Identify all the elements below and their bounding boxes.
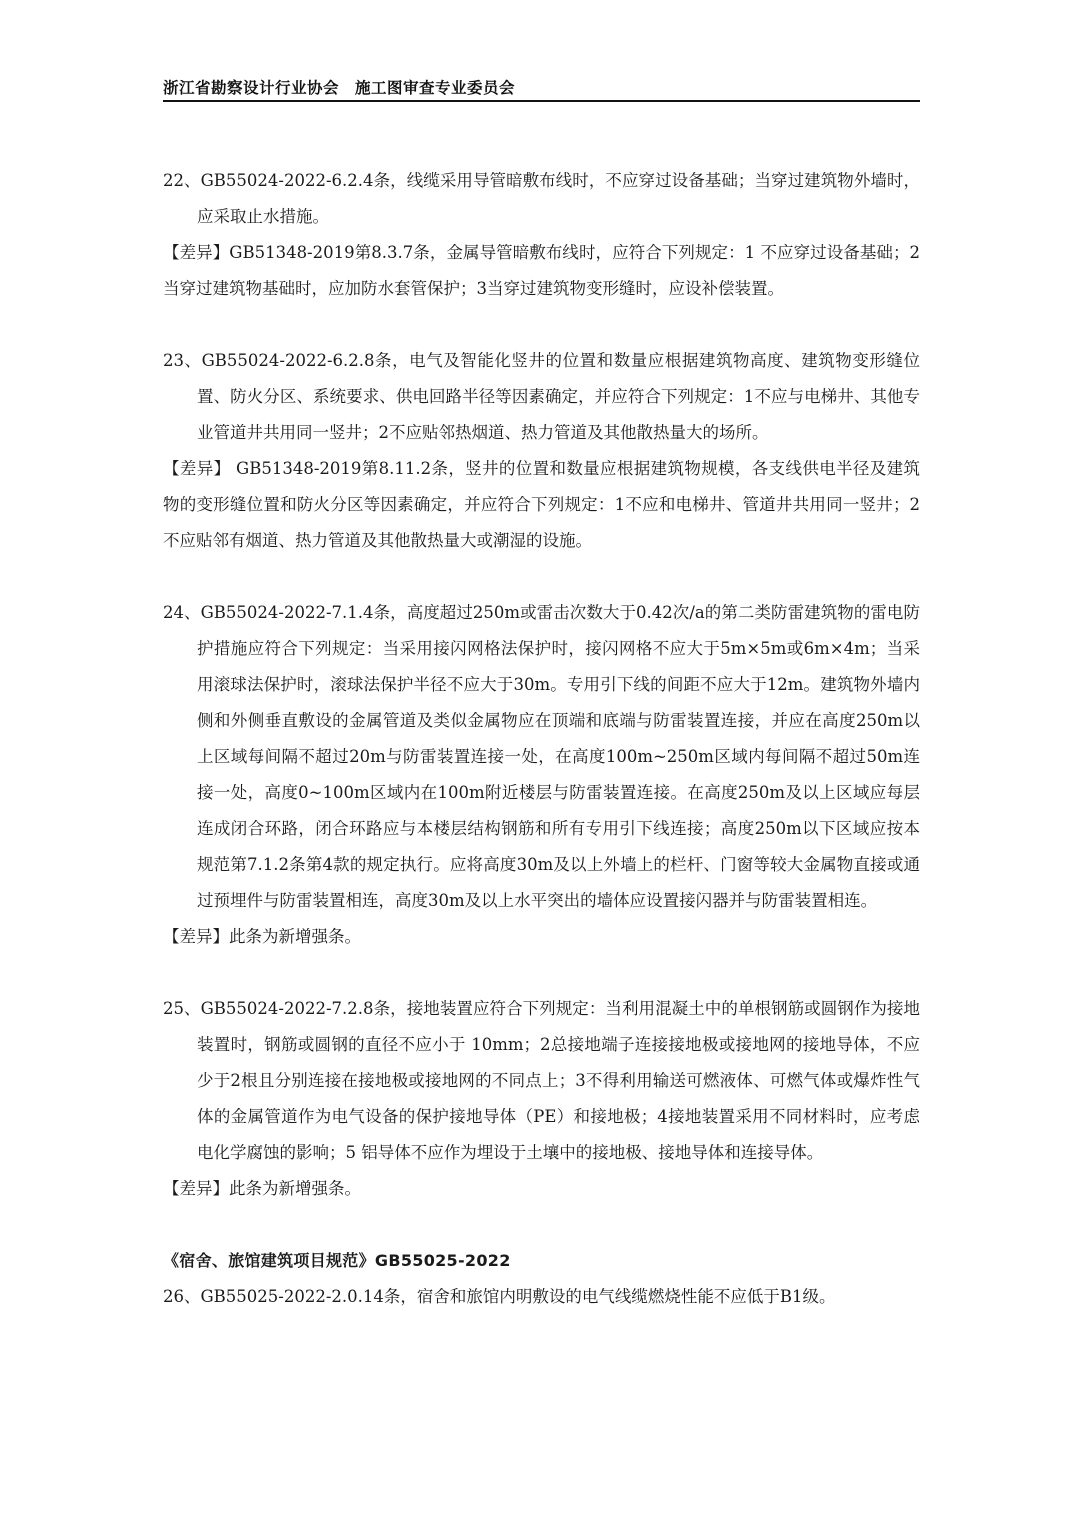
section-heading: 《宿舍、旅馆建筑项目规范》GB55025-2022 (163, 1251, 511, 1270)
clause-23-difference: 【差异】 GB51348-2019第8.11.2条，竖井的位置和数量应根据建筑物规模，各支线供电半径及建筑物的变形缝位置和防火分区等因素确定，并应符合下列规定：1不应和电梯井、管道井共用同一竖井；2不应贴邻有烟道、热力管道及其他散热量大或潮湿的设施。 (163, 459, 920, 550)
page-header: 浙江省勘察设计行业协会 施工图审查专业委员会 (163, 79, 516, 97)
spacer (163, 559, 920, 595)
clause-25: 25、GB55024-2022-7.2.8条，接地装置应符合下列规定：当利用混凝土中的单根钢筋或圆钢作为接地装置时，钢筋或圆钢的直径不应小于 10mm；2总接地端子连接接地极或接地网的接地导体，不应少于2根且分别连接在接地极或接地网的不同点上；3不得利用输送可燃液体、可燃气体或爆炸性气体的金属管道作为电气设备的保护接地导体（PE）和接地极；4接地装置采用不同材料时，应考虑电化学腐蚀的影响；5 铝导体不应作为埋设于土壤中的接地极、接地导体和连接导体。 (163, 999, 920, 1162)
spacer (163, 1207, 920, 1243)
header-divider (163, 100, 920, 102)
clause-25-difference: 【差异】此条为新增强条。 (163, 1179, 361, 1198)
clause-22: 22、GB55024-2022-6.2.4条，线缆采用导管暗敷布线时，不应穿过设备基础；当穿过建筑物外墙时，应采取止水措施。 (163, 171, 920, 226)
clause-22-difference: 【差异】GB51348-2019第8.3.7条，金属导管暗敷布线时，应符合下列规定：1 不应穿过设备基础；2当穿过建筑物基础时，应加防水套管保护；3当穿过建筑物变形缝时，应设补偿装置。 (163, 243, 920, 298)
spacer (163, 955, 920, 991)
document-body (163, 163, 920, 1315)
clause-24: 24、GB55024-2022-7.1.4条，高度超过250m或雷击次数大于0.42次/a的第二类防雷建筑物的雷电防护措施应符合下列规定：当采用接闪网格法保护时，接闪网格不应大于5m×5m或6m×4m；当采用滚球法保护时，滚球法保护半径不应大于30m。专用引下线的间距不应大于12m。建筑物外墙内侧和外侧垂直敷设的金属管道及类似金属物应在顶端和底端与防雷装置连接，并应在高度250m以上区域每间隔不超过20m与防雷装置连接一处，在高度100m~250m区域内每间隔不超过50m连接一处，高度0~100m区域内在100m附近楼层与防雷装置连接。在高度250m及以上区域应每层连成闭合环路，闭合环路应与本楼层结构钢筋和所有专用引下线连接；高度250m以下区域应按本规范第7.1.2条第4款的规定执行。应将高度30m及以上外墙上的栏杆、门窗等较大金属物直接或通过预埋件与防雷装置相连，高度30m及以上水平突出的墙体应设置接闪器并与防雷装置相连。 (163, 603, 920, 910)
clause-24-difference: 【差异】此条为新增强条。 (163, 927, 361, 946)
clause-23: 23、GB55024-2022-6.2.8条，电气及智能化竖井的位置和数量应根据建筑物高度、建筑物变形缝位置、防火分区、系统要求、供电回路半径等因素确定，并应符合下列规定：1不应与电梯井、其他专业管道井共用同一竖井；2不应贴邻热烟道、热力管道及其他散热量大的场所。 (163, 351, 920, 442)
spacer (163, 307, 920, 343)
clause-26: 26、GB55025-2022-2.0.14条，宿舍和旅馆内明敷设的电气线缆燃烧性能不应低于B1级。 (163, 1287, 836, 1306)
